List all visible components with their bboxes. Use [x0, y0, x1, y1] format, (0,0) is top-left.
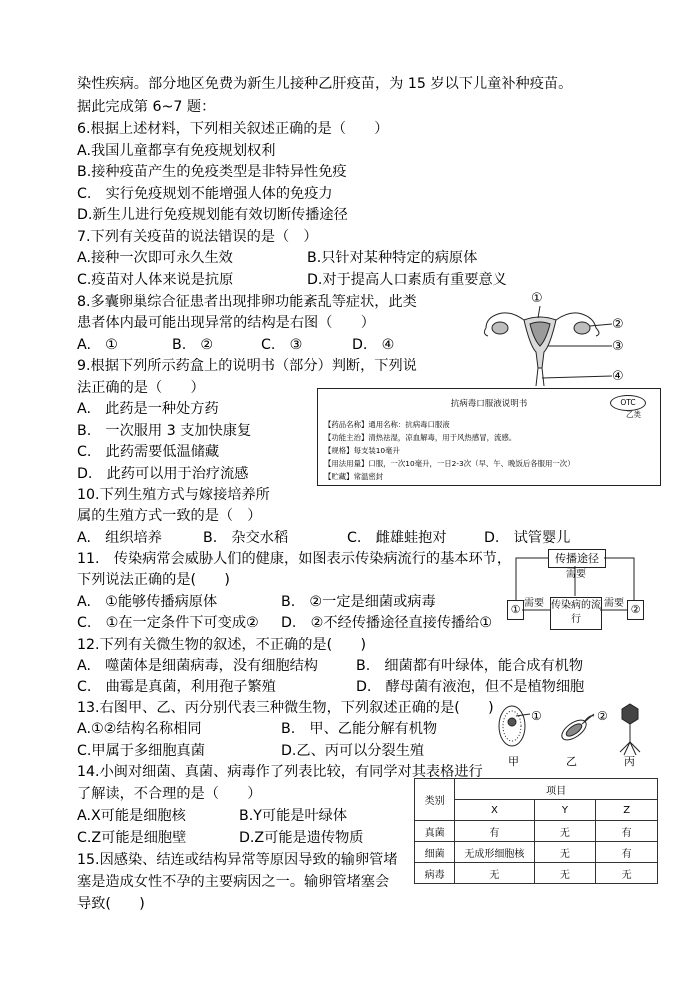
- q7-option-b: B.只针对某种特定的病原体: [307, 250, 478, 266]
- table-cell: 无: [534, 821, 596, 842]
- table-col-z: Z: [596, 800, 658, 821]
- medicine-row-5: 【贮藏】常温密封: [324, 472, 384, 481]
- table-cell: 真菌: [415, 821, 455, 842]
- medicine-instruction-box: [317, 388, 661, 486]
- comparison-table: [414, 778, 658, 884]
- q6-option-d: D.新生儿进行免疫规划能有效切断传播途径: [77, 207, 348, 223]
- table-cell: 无: [534, 842, 596, 863]
- medicine-row-2: 【功能主治】清热祛湿，凉血解毒，用于风热感冒，流感。: [324, 433, 517, 442]
- q6-option-b: B.接种疫苗产生的免疫类型是非特异性免疫: [77, 164, 347, 180]
- question-9-line-2: 法正确的是（ ）: [77, 380, 205, 396]
- table-cell: 有: [596, 842, 658, 863]
- medicine-row-3: 【规格】每支装10毫升: [324, 446, 400, 455]
- q10-option-a: A. 组织培养: [77, 530, 162, 546]
- question-12: 12.下列有关微生物的叙述，不正确的是( ): [77, 637, 367, 653]
- question-14-line-1: 14.小闽对细菌、真菌、病毒作了列表比较，有同学对其表格进行: [77, 764, 483, 780]
- q12-option-c: C. 曲霉是真菌，利用孢子繁殖: [77, 679, 276, 695]
- table-header-project: 项目: [455, 779, 658, 800]
- question-15-line-3: 导致( ): [77, 896, 145, 912]
- q6-option-a: A.我国儿童都享有免疫规划权利: [77, 143, 276, 159]
- source-box-2-label: ②: [630, 603, 641, 616]
- microbe-marker-2: ②: [597, 709, 608, 723]
- table-cell: 细菌: [415, 842, 455, 863]
- medicine-row-4: 【用法用量】口服，一次10毫升，一日2-3次（早、午、晚饭后各服用一次）: [324, 459, 575, 468]
- question-13: 13.右图甲、乙、丙分别代表三种微生物，下列叙述正确的是( ): [77, 700, 494, 716]
- question-11-line-2: 下列说法正确的是( ): [77, 572, 230, 588]
- need-label-left: 需要: [524, 598, 544, 609]
- q13-option-d: D.乙、丙可以分裂生殖: [281, 743, 425, 759]
- table-cell: 有: [596, 821, 658, 842]
- need-label-right: 需要: [604, 598, 624, 609]
- source-box-1: [507, 600, 524, 620]
- q11-option-c: C. ①在一定条件下可变成②: [77, 615, 259, 631]
- q14-option-d: D.Z可能是遗传物质: [239, 830, 364, 846]
- transmission-route-box: [548, 549, 606, 568]
- table-col-y: Y: [534, 800, 596, 821]
- table-row: [415, 821, 658, 842]
- epidemic-center-box: [550, 597, 602, 630]
- otc-class: 乙类: [626, 410, 641, 419]
- source-box-1-label: ①: [510, 603, 521, 616]
- otc-badge-text: OTC: [620, 398, 636, 407]
- table-header-category: 类别: [415, 779, 455, 821]
- q7-option-c: C.疫苗对人体来说是抗原: [77, 272, 234, 288]
- table-cell: 无: [596, 863, 658, 884]
- q9-option-d: D. 此药可以用于治疗流感: [77, 466, 249, 482]
- q13-option-a: A.①②结构名称相同: [77, 721, 202, 737]
- table-cell: 有: [455, 821, 534, 842]
- q8-option-b: B. ②: [172, 337, 214, 353]
- q11-option-b: B. ②一定是细菌或病毒: [281, 594, 436, 610]
- q7-option-d: D.对于提高人口素质有重要意义: [307, 272, 507, 288]
- table-cell: 无成形细胞核: [455, 842, 534, 863]
- microbe-label-bing: 丙: [624, 755, 635, 768]
- q6-option-c: C. 实行免疫规划不能增强人体的免疫力: [77, 186, 333, 202]
- q10-option-b: B. 杂交水稻: [203, 530, 289, 546]
- q9-option-b: B. 一次服用 3 支加快康复: [77, 423, 252, 439]
- intro-line-1: 染性疾病。部分地区免费为新生儿接种乙肝疫苗，为 15 岁以下儿童补种疫苗。: [77, 76, 573, 92]
- uterus-label-2: ②: [612, 317, 624, 332]
- question-6: 6.根据上述材料，下列相关叙述正确的是（ ）: [77, 121, 389, 137]
- microbe-marker-1: ①: [531, 709, 542, 723]
- table-row: [415, 863, 658, 884]
- question-15-line-2: 塞是造成女性不孕的主要病因之一。输卵管堵塞会: [77, 874, 390, 890]
- q11-option-d: D. ②不经传播途径直接传播给①: [281, 615, 493, 631]
- q14-option-a: A.X可能是细胞核: [77, 808, 186, 824]
- uterus-label-3: ③: [612, 339, 624, 354]
- uterus-label-4: ④: [612, 369, 624, 384]
- question-10-line-2: 属的生殖方式一致的是（ ）: [77, 508, 262, 524]
- q13-option-c: C.甲属于多细胞真菌: [77, 743, 205, 759]
- q8-option-d: D. ④: [352, 337, 395, 353]
- q12-option-a: A. 噬菌体是细菌病毒，没有细胞结构: [77, 658, 318, 674]
- question-15-line-1: 15.因感染、结连或结构异常等原因导致的输卵管堵: [77, 852, 398, 868]
- q10-option-d: D. 试管婴儿: [484, 530, 571, 546]
- question-8-line-1: 8.多囊卵巢综合征患者出现排卵功能紊乱等症状，此类: [77, 294, 417, 310]
- q9-option-a: A. 此药是一种处方药: [77, 401, 219, 417]
- microbe-label-yi: 乙: [566, 755, 577, 768]
- question-14-line-2: 了解读，不合理的是（ ）: [77, 786, 262, 802]
- table-col-x: X: [455, 800, 534, 821]
- source-box-2: [627, 600, 644, 620]
- question-8-line-2: 患者体内最可能出现异常的结构是右图（ ）: [77, 315, 375, 331]
- need-label-top: 需要: [566, 569, 586, 580]
- medicine-row-1: 【药品名称】通用名称：抗病毒口服液: [324, 420, 450, 429]
- q8-option-c: C. ③: [261, 337, 303, 353]
- question-9-line-1: 9.根据下列所示药盒上的说明书（部分）判断，下列说: [77, 358, 417, 374]
- microbe-label-jia: 甲: [508, 755, 519, 768]
- uterus-label-1: ①: [531, 291, 543, 306]
- q7-option-a: A.接种一次即可永久生效: [77, 250, 233, 266]
- medicine-title: 抗病毒口服液说明书: [450, 399, 528, 409]
- table-cell: 病毒: [415, 863, 455, 884]
- question-10-line-1: 10.下列生殖方式与嫁接培养所: [77, 487, 270, 503]
- question-7: 7.下列有关疫苗的说法错误的是（ ）: [77, 229, 318, 245]
- table-cell: 无: [455, 863, 534, 884]
- epidemic-center-label: 传染病的流行: [551, 600, 601, 625]
- question-11-line-1: 11. 传染病常会威胁人们的健康，如图表示传染病流行的基本环节，: [77, 551, 512, 567]
- table-cell: 无: [534, 863, 596, 884]
- q10-option-c: C. 雌雄蛙抱对: [347, 530, 447, 546]
- q12-option-b: B. 细菌都有叶绿体，能合成有机物: [356, 658, 584, 674]
- q14-option-b: B.Y可能是叶绿体: [239, 808, 348, 824]
- table-row: [415, 842, 658, 863]
- q8-option-a: A. ①: [77, 337, 118, 353]
- transmission-route-label: 传播途径: [555, 552, 599, 565]
- q9-option-c: C. 此药需要低温储藏: [77, 444, 220, 460]
- q11-option-a: A. ①能够传播病原体: [77, 594, 218, 610]
- q13-option-b: B. 甲、乙能分解有机物: [281, 721, 438, 737]
- q14-option-c: C.Z可能是细胞壁: [77, 830, 187, 846]
- q12-option-d: D. 酵母菌有液泡，但不是植物细胞: [356, 679, 585, 695]
- intro-line-2: 据此完成第 6~7 题：: [77, 99, 216, 115]
